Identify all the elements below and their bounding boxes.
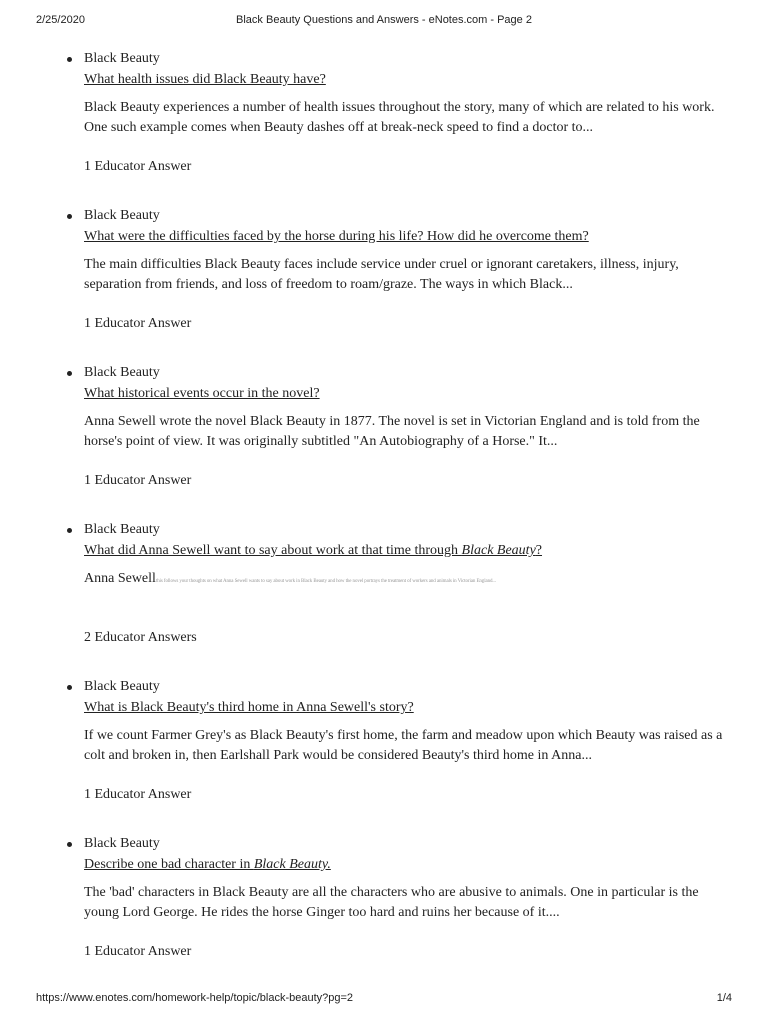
topic-label: Black Beauty: [84, 522, 160, 537]
educator-answer-count: 1 Educator Answer: [84, 787, 192, 802]
educator-answer-count: 1 Educator Answer: [84, 316, 192, 331]
question-text: What did Anna Sewell want to say about work at that time through: [84, 543, 462, 558]
question-link[interactable]: What health issues did Black Beauty have?: [84, 72, 326, 87]
topic-label: Black Beauty: [84, 365, 160, 380]
page-number: 1/4: [716, 992, 732, 1004]
question-link[interactable]: [84, 855, 331, 875]
topic-label: Black Beauty: [84, 51, 160, 66]
educator-answer-count: 1 Educator Answer: [84, 473, 192, 488]
list-item: [84, 46, 732, 203]
bullet-icon: [67, 57, 72, 62]
question-suffix: ?: [535, 543, 543, 558]
question-list: [84, 46, 732, 988]
educator-answer-count: 1 Educator Answer: [84, 944, 192, 959]
question-link[interactable]: What were the difficulties faced by the horse during his life? How did he overcome them?: [84, 229, 589, 244]
answer-text: Anna Sewell: [84, 571, 156, 586]
question-book-title: Black Beauty.: [253, 857, 331, 872]
answer-tiny-text: this follows your thoughts on what Anna Sewell wants to say about work in Black Beauty and how the novel portrays the treatment of workers and animals in Victorian England...: [155, 579, 496, 584]
list-item: [84, 517, 732, 674]
page-url: https://www.enotes.com/homework-help/topic/black-beauty?pg=2: [36, 992, 354, 1004]
topic-label: Black Beauty: [84, 208, 160, 223]
answer-excerpt: Black Beauty experiences a number of health issues throughout the story, many of which are related to his work. One such example comes when Beauty dashes off at break-neck speed to find a doctor to...: [84, 100, 715, 135]
educator-answer-count: 2 Educator Answers: [84, 630, 197, 645]
question-link[interactable]: What historical events occur in the novel?: [84, 386, 320, 401]
answer-excerpt: [84, 569, 732, 589]
print-footer: [36, 992, 732, 1008]
print-header: [36, 14, 732, 30]
question-book-title: Black Beauty: [461, 543, 536, 558]
question-text: Describe one bad character in: [84, 857, 254, 872]
bullet-icon: [67, 685, 72, 690]
answer-excerpt: Anna Sewell wrote the novel Black Beauty in 1877. The novel is set in Victorian England and is told from the horse's point of view. It was originally subtitled "An Autobiography of a Horse." It...: [84, 414, 700, 449]
educator-answer-count: 1 Educator Answer: [84, 159, 192, 174]
answer-excerpt: The 'bad' characters in Black Beauty are all the characters who are abusive to animals. One in particular is the young Lord George. He rides the horse Ginger too hard and ruins her because of it....: [84, 885, 699, 920]
topic-label: Black Beauty: [84, 679, 160, 694]
print-date: 2/25/2020: [36, 14, 85, 26]
bullet-icon: [67, 371, 72, 376]
question-link[interactable]: What is Black Beauty's third home in Anna Sewell's story?: [84, 700, 414, 715]
bullet-icon: [67, 528, 72, 533]
list-item: [84, 674, 732, 831]
answer-excerpt: If we count Farmer Grey's as Black Beauty's first home, the farm and meadow upon which Beauty was raised as a colt and broken in, then Earlshall Park would be considered Beauty's third home in Anna...: [84, 728, 723, 763]
bullet-icon: [67, 842, 72, 847]
page-title: Black Beauty Questions and Answers - eNotes.com - Page 2: [236, 14, 532, 26]
bullet-icon: [67, 214, 72, 219]
answer-excerpt: The main difficulties Black Beauty faces include service under cruel or ignorant caretakers, illness, injury, separation from friends, and loss of freedom to roam/graze. The ways in which Black...: [84, 257, 679, 292]
list-item: [84, 360, 732, 517]
topic-label: Black Beauty: [84, 836, 160, 851]
question-link[interactable]: [84, 541, 542, 561]
list-item: [84, 203, 732, 360]
list-item: [84, 831, 732, 988]
